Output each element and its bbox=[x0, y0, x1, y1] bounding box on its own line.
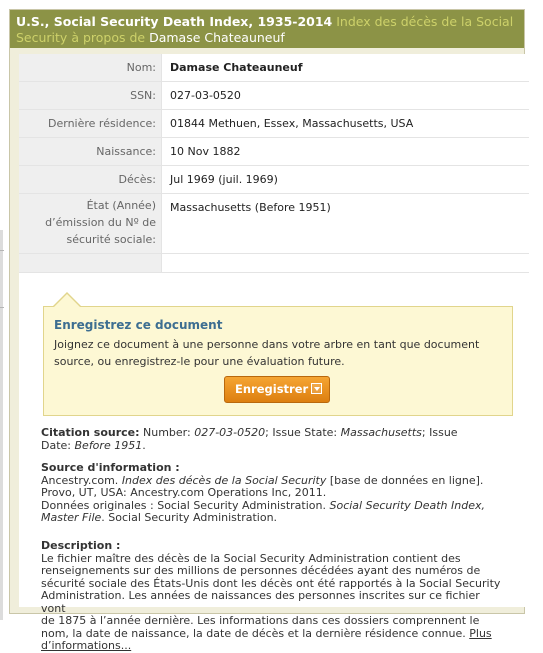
citation-text: ; Issue bbox=[421, 426, 458, 439]
save-button[interactable] bbox=[224, 376, 330, 403]
citation-text: Date: bbox=[41, 438, 75, 452]
source-info-heading: Source d'information : bbox=[41, 461, 180, 474]
source-text: Ancestry.com. bbox=[41, 473, 122, 487]
source-text: . Social Security Administration. bbox=[101, 511, 278, 524]
description-line bbox=[41, 640, 503, 653]
citation-section bbox=[41, 427, 503, 452]
filler-value-cell bbox=[162, 254, 530, 273]
source-text: [base de données en ligne]. bbox=[326, 473, 484, 487]
table-row bbox=[19, 54, 529, 82]
table-row bbox=[19, 194, 529, 254]
description-line: sécurité sociale des États-Unis dont les décès ont été rapportés à la Social Security bbox=[41, 576, 501, 590]
table-row bbox=[19, 138, 529, 166]
filler-label-cell bbox=[19, 254, 162, 273]
save-callout-body bbox=[54, 336, 504, 370]
source-text: Données originales : Social Security Administration. bbox=[41, 498, 330, 512]
table-filler-row bbox=[19, 254, 529, 273]
callout-line: Joignez ce document à une personne dans votre arbre en tant que document bbox=[54, 338, 480, 351]
field-label-ssn: SSN: bbox=[19, 82, 162, 110]
citation-heading: Citation source: bbox=[41, 426, 140, 439]
description-section bbox=[41, 540, 503, 653]
more-info-link-continued[interactable]: d’informations... bbox=[41, 639, 132, 652]
field-label-residence: Dernière résidence: bbox=[19, 110, 162, 138]
callout-pointer-inner bbox=[53, 294, 81, 308]
source-title: Index des décès de la Social Security bbox=[121, 473, 327, 487]
record-content bbox=[19, 54, 529, 652]
callout-line: source, ou enregistrez-le pour une évaluation future. bbox=[54, 355, 345, 368]
collection-subtitle-fr: Index des décès de la Social Security bbox=[16, 14, 514, 45]
save-record-callout bbox=[43, 306, 513, 416]
field-value-name: Damase Chateauneuf bbox=[170, 61, 303, 74]
description-text: nom, la date de naissance, la date de décès et la dernière résidence connue. bbox=[41, 626, 470, 640]
citation-text: . bbox=[142, 438, 146, 452]
person-name-header: Damase Chateauneuf bbox=[149, 30, 285, 45]
description-line: Le fichier maître des décès de la Social Security Administration contient des bbox=[41, 551, 461, 565]
label-line: sécurité sociale: bbox=[66, 233, 156, 246]
left-edge-tick bbox=[0, 307, 4, 308]
left-edge-tick bbox=[0, 250, 4, 251]
field-label-name: Nom: bbox=[19, 54, 162, 82]
more-info-link[interactable]: Plus bbox=[469, 626, 492, 640]
citation-text: ; Issue State: bbox=[265, 426, 341, 439]
record-table bbox=[19, 54, 529, 273]
dropdown-arrow-icon[interactable] bbox=[311, 383, 322, 394]
source-line: Provo, UT, USA: Ancestry.com Operations Inc, 2011. bbox=[41, 486, 327, 499]
about-text: à propos de bbox=[71, 30, 146, 45]
field-value-ssn: 027-03-0520 bbox=[170, 89, 241, 102]
field-label-death: Décès: bbox=[19, 166, 162, 194]
description-heading: Description : bbox=[41, 539, 121, 552]
table-row bbox=[19, 110, 529, 138]
table-row bbox=[19, 166, 529, 194]
description-line: Administration. Les années de naissances des personnes inscrites sur ce fichier vont bbox=[41, 589, 480, 615]
field-value-issue-state: Massachusetts (Before 1951) bbox=[170, 201, 331, 214]
description-line: de 1875 à l’année dernière. Les informations dans ces dossiers comprennent le bbox=[41, 614, 480, 627]
source-title: Master File bbox=[41, 511, 102, 524]
citation-state: Massachusetts bbox=[340, 426, 422, 439]
citation-text: Number: bbox=[139, 426, 195, 439]
label-line: État (Année) bbox=[86, 199, 156, 212]
left-page-edge bbox=[0, 230, 3, 620]
source-title: Social Security Death Index, bbox=[329, 498, 485, 512]
collection-title[interactable]: U.S., Social Security Death Index, 1935-2014 bbox=[16, 14, 333, 29]
save-button-label: Enregistrer bbox=[235, 382, 309, 396]
citation-date: Before 1951 bbox=[74, 438, 143, 452]
description-line: renseignements sur des millions de personnes décédées ayant des numéros de bbox=[41, 564, 481, 577]
field-label-issue-state bbox=[19, 194, 162, 254]
record-panel bbox=[9, 9, 525, 652]
source-info-section bbox=[41, 462, 503, 525]
field-value-residence: 01844 Methuen, Essex, Massachusetts, USA bbox=[170, 117, 414, 130]
save-callout-title: Enregistrez ce document bbox=[54, 318, 223, 332]
field-value-birth: 10 Nov 1882 bbox=[170, 145, 241, 158]
field-value-death: Jul 1969 (juil. 1969) bbox=[170, 173, 278, 186]
label-line: d’émission du Nº de bbox=[45, 216, 156, 229]
table-row bbox=[19, 82, 529, 110]
panel-header bbox=[10, 10, 524, 48]
field-label-birth: Naissance: bbox=[19, 138, 162, 166]
source-line bbox=[41, 512, 503, 525]
citation-number: 027-03-0520 bbox=[194, 426, 266, 439]
